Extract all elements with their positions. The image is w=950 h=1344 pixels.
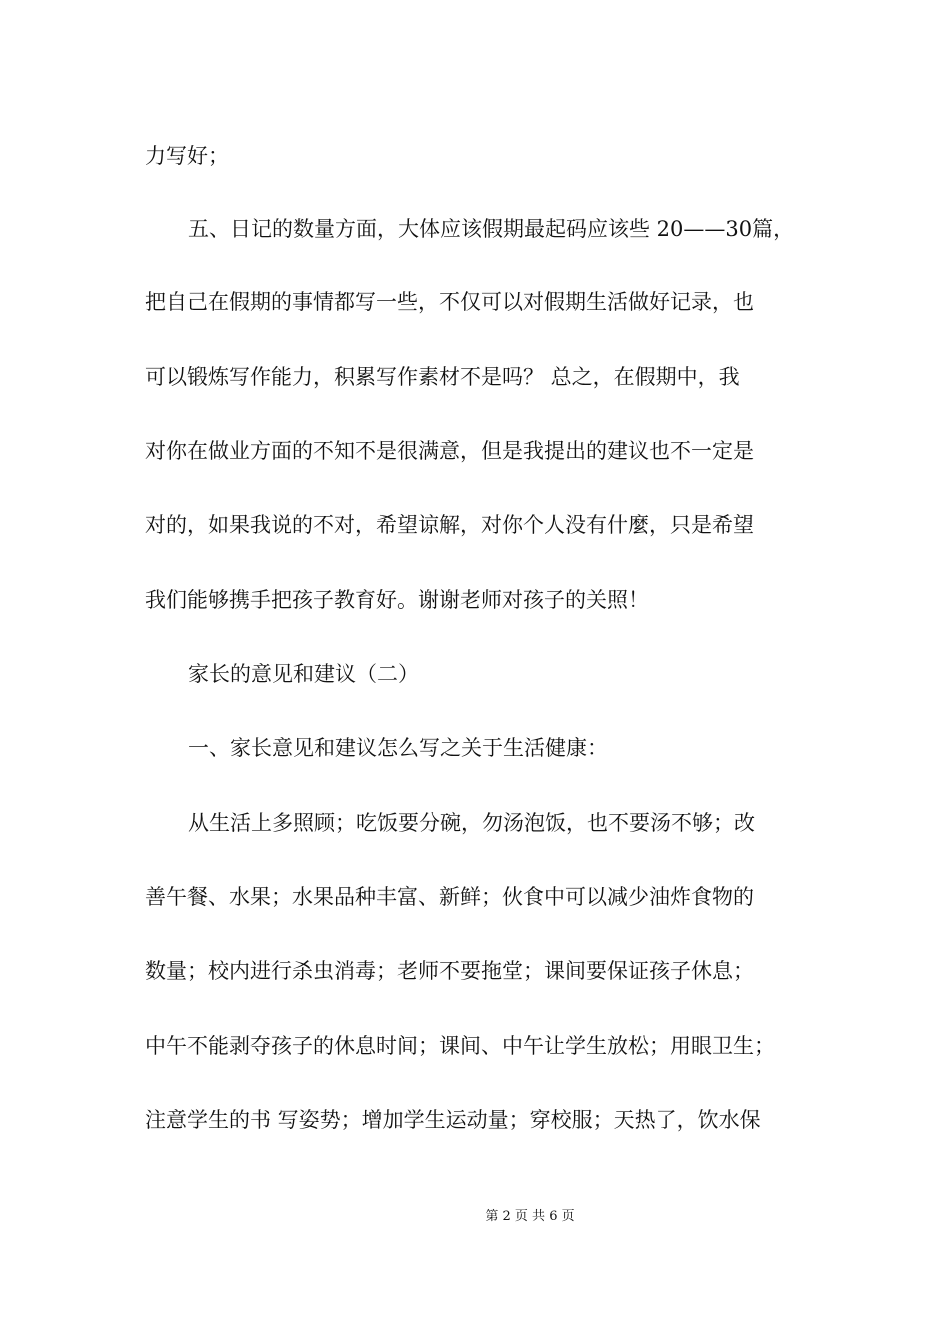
- text-line: 注意学生的书 写姿势；增加学生运动量；穿校服；天热了，饮水保: [145, 1108, 761, 1132]
- text-line: 数量；校内进行杀虫消毒；老师不要拖堂；课间要保证孩子休息；: [145, 959, 754, 983]
- text-line: 对你在做业方面的不知不是很满意，但是我提出的建议也不一定是: [145, 439, 754, 463]
- text-line: 从生活上多照顾；吃饭要分碗，勿汤泡饭，也不要汤不够；改: [188, 811, 755, 835]
- text-line: 善午餐、水果；水果品种丰富、新鲜；伙食中可以减少油炸食物的: [145, 885, 754, 909]
- text-line: 力写好；: [145, 144, 229, 168]
- text-line: 把自己在假期的事情都写一些，不仅可以对假期生活做好记录，也: [145, 290, 754, 314]
- text-line: 我们能够携手把孩子教育好。谢谢老师对孩子的关照！: [145, 588, 649, 612]
- text-line: 对的，如果我说的不对，希望谅解，对你个人没有什麼，只是希望: [145, 513, 754, 537]
- text-line: 中午不能剥夺孩子的休息时间；课间、中午让学生放松；用眼卫生；: [145, 1034, 775, 1058]
- text-line: 可以锻炼写作能力，积累写作素材不是吗？ 总之，在假期中，我: [145, 365, 740, 389]
- subsection-heading: 一、家长意见和建议怎么写之关于生活健康：: [188, 736, 608, 760]
- section-heading: 家长的意见和建议（二）: [188, 662, 419, 686]
- page-number-footer: 第 2 页 共 6 页: [485, 1209, 575, 1224]
- text-line: 五、日记的数量方面，大体应该假期最起码应该些 20——30篇，: [188, 217, 795, 241]
